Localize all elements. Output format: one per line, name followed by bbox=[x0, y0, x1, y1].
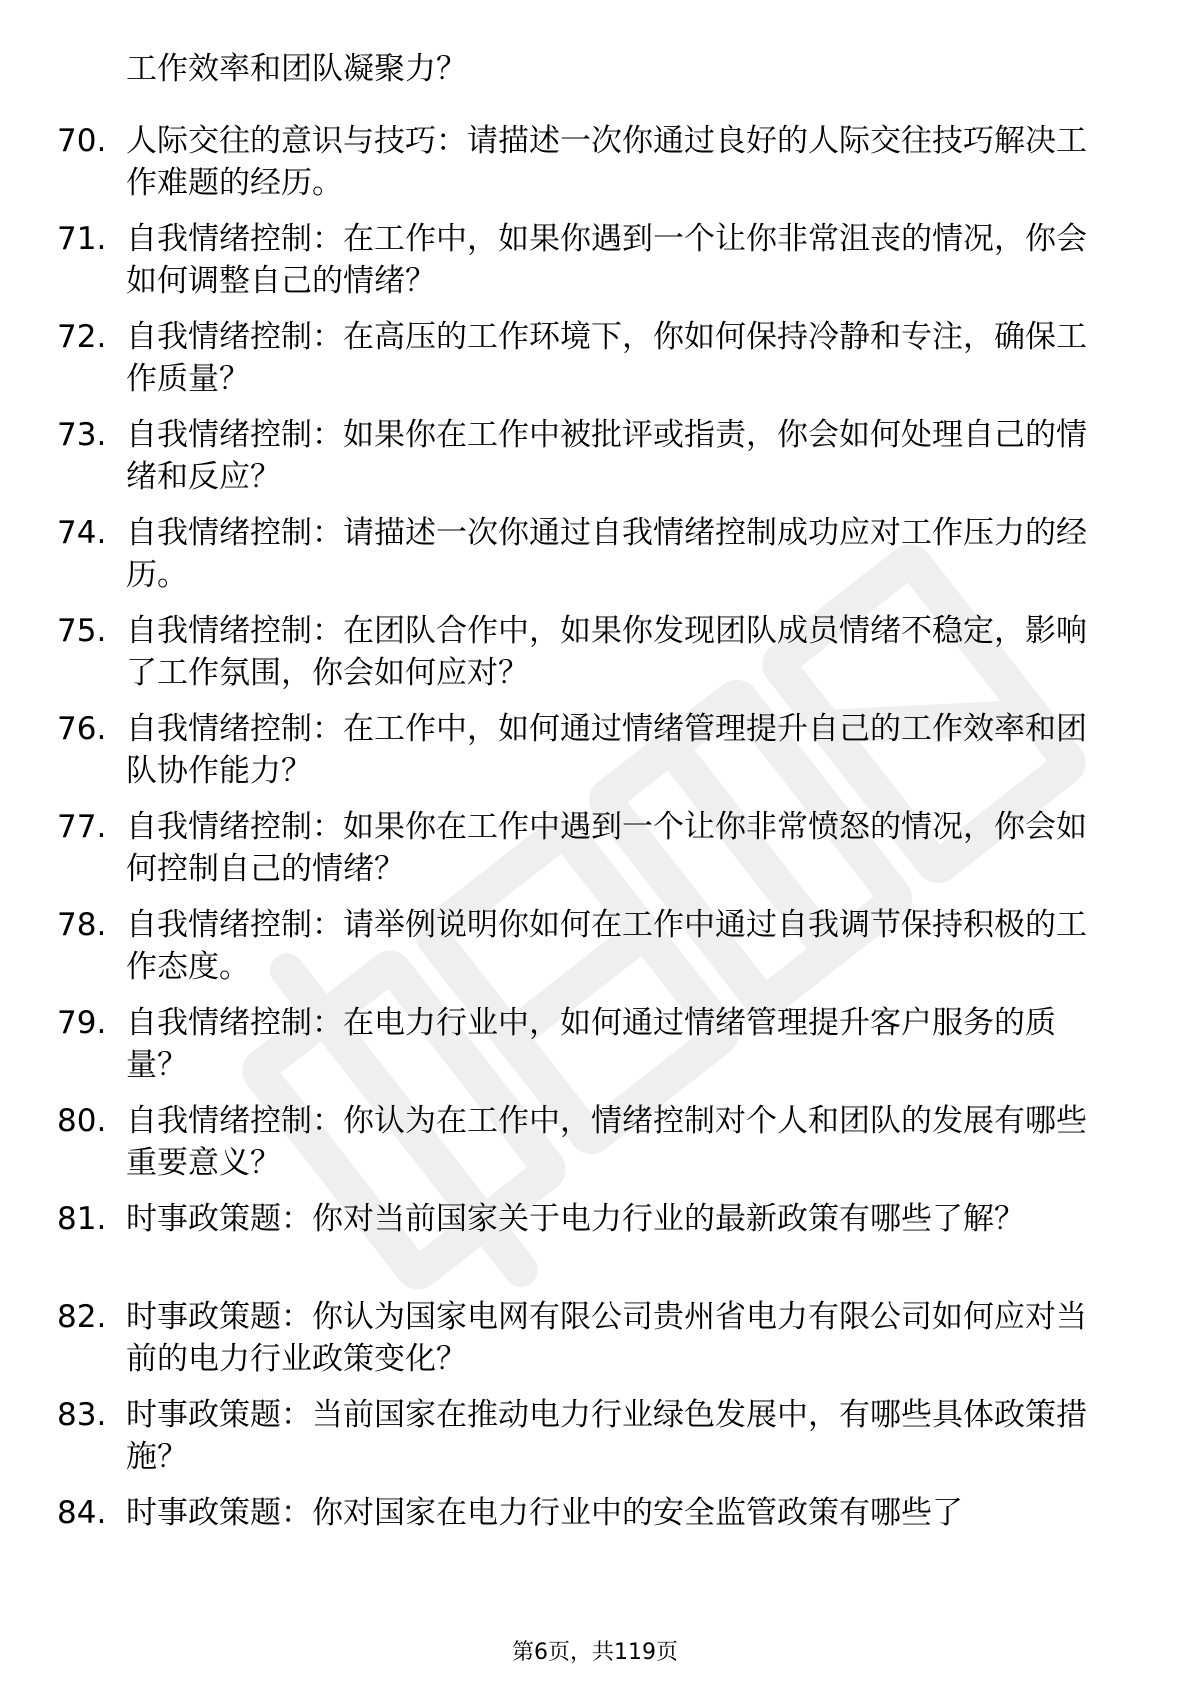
page-footer: 第6页，共119页 bbox=[512, 1640, 678, 1665]
continuation-text: 工作效率和团队凝聚力？ bbox=[126, 51, 467, 87]
question-text: 自我情绪控制：在高压的工作环境下，你如何保持冷静和专注，确保工作质量？ bbox=[126, 319, 1087, 397]
question-item-83 bbox=[0, 1394, 1190, 1492]
question-item-73 bbox=[0, 414, 1190, 512]
question-item-70 bbox=[0, 120, 1190, 218]
question-text: 人际交往的意识与技巧：请描述一次你通过良好的人际交往技巧解决工作难题的经历。 bbox=[126, 123, 1087, 201]
question-text: 自我情绪控制：如果你在工作中被批评或指责，你会如何处理自己的情绪和反应？ bbox=[126, 417, 1087, 495]
question-number: 83. bbox=[57, 1397, 107, 1433]
question-number: 74. bbox=[57, 515, 107, 551]
question-number: 84. bbox=[57, 1495, 107, 1531]
question-list bbox=[0, 120, 1190, 1590]
question-number: 71. bbox=[57, 221, 107, 257]
question-item-82 bbox=[0, 1296, 1190, 1394]
question-item-75 bbox=[0, 610, 1190, 708]
question-item-74 bbox=[0, 512, 1190, 610]
question-text: 自我情绪控制：请描述一次你通过自我情绪控制成功应对工作压力的经历。 bbox=[126, 515, 1087, 593]
question-number: 76. bbox=[57, 711, 107, 747]
question-text: 自我情绪控制：你认为在工作中，情绪控制对个人和团队的发展有哪些重要意义？ bbox=[126, 1103, 1087, 1181]
question-item-76 bbox=[0, 708, 1190, 806]
question-text: 时事政策题：你认为国家电网有限公司贵州省电力有限公司如何应对当前的电力行业政策变化？ bbox=[126, 1299, 1087, 1377]
question-number: 78. bbox=[57, 907, 107, 943]
question-text: 自我情绪控制：在工作中，如何通过情绪管理提升自己的工作效率和团队协作能力？ bbox=[126, 711, 1087, 789]
question-number: 73. bbox=[57, 417, 107, 453]
question-item-78 bbox=[0, 904, 1190, 1002]
question-item-72 bbox=[0, 316, 1190, 414]
question-item-79 bbox=[0, 1002, 1190, 1100]
question-text: 时事政策题：你对国家在电力行业中的安全监管政策有哪些了 bbox=[126, 1495, 963, 1531]
question-item-81 bbox=[0, 1198, 1190, 1296]
question-number: 82. bbox=[57, 1299, 107, 1335]
question-text: 自我情绪控制：在团队合作中，如果你发现团队成员情绪不稳定，影响了工作氛围，你会如何应对？ bbox=[126, 613, 1087, 691]
question-text: 时事政策题：当前国家在推动电力行业绿色发展中，有哪些具体政策措施？ bbox=[126, 1397, 1087, 1475]
question-item-71 bbox=[0, 218, 1190, 316]
question-item-80 bbox=[0, 1100, 1190, 1198]
question-number: 70. bbox=[57, 123, 107, 159]
question-number: 72. bbox=[57, 319, 107, 355]
question-number: 81. bbox=[57, 1201, 107, 1237]
question-text: 自我情绪控制：如果你在工作中遇到一个让你非常愤怒的情况，你会如何控制自己的情绪？ bbox=[126, 809, 1087, 887]
question-text: 自我情绪控制：在工作中，如果你遇到一个让你非常沮丧的情况，你会如何调整自己的情绪？ bbox=[126, 221, 1087, 299]
question-number: 79. bbox=[57, 1005, 107, 1041]
question-item-77 bbox=[0, 806, 1190, 904]
question-item-84 bbox=[0, 1492, 1190, 1590]
question-text: 自我情绪控制：在电力行业中，如何通过情绪管理提升客户服务的质量？ bbox=[126, 1005, 1056, 1083]
question-text: 自我情绪控制：请举例说明你如何在工作中通过自我调节保持积极的工作态度。 bbox=[126, 907, 1087, 985]
question-text: 时事政策题：你对当前国家关于电力行业的最新政策有哪些了解？ bbox=[126, 1201, 1025, 1237]
question-number: 80. bbox=[57, 1103, 107, 1139]
question-number: 75. bbox=[57, 613, 107, 649]
question-number: 77. bbox=[57, 809, 107, 845]
